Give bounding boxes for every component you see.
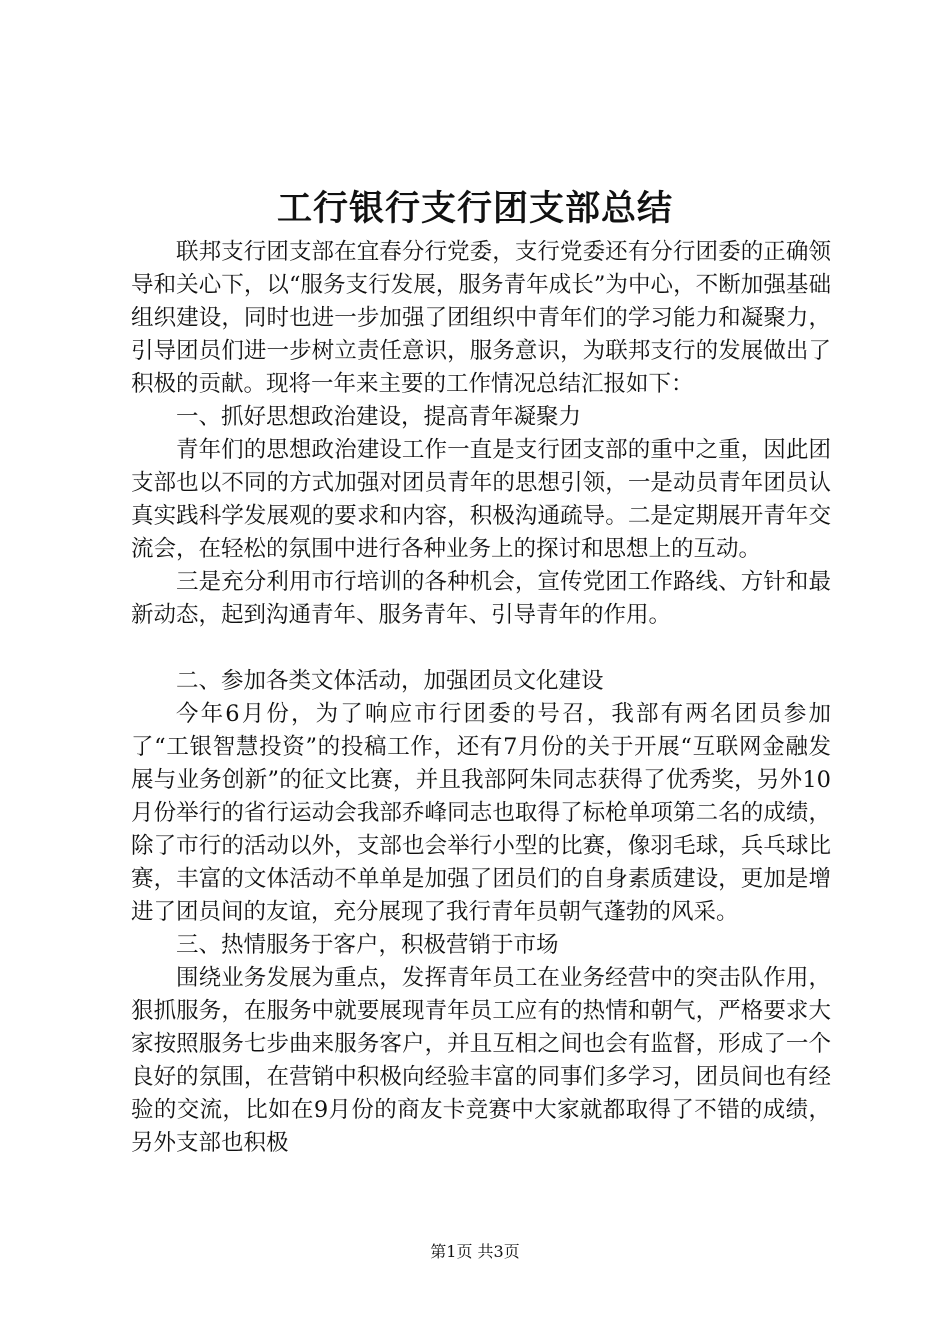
paragraph-intro: 联邦支行团支部在宜春分行党委，支行党委还有分行团委的正确领导和关心下，以“服务支行发展，服务青年成长”为中心，不断加强基础组织建设，同时也进一步加强了团组织中青年们的学习能力和凝聚力，引导团员们进一步树立责任意识，服务意识，为联邦支行的发展做出了积极的贡献。现将一年来主要的工作情况总结汇报如下： xyxy=(131,239,831,397)
paragraph-section-3: 围绕业务发展为重点，发挥青年员工在业务经营中的突击队作用，狠抓服务，在服务中就要展现青年员工应有的热情和朝气，严格要求大家按照服务七步曲来服务客户，并且互相之间也会有监督，形成了一个良好的氛围，在营销中积极向经验丰富的同事们多学习，团员间也有经验的交流，比如在9月份的商友卡竞赛中大家就都取得了不错的成绩，另外支部也积极 xyxy=(131,965,831,1156)
paragraph-section-2: 今年6月份，为了响应市行团委的号召，我部有两名团员参加了“工银智慧投资”的投稿工作，还有7月份的关于开展“互联网金融发展与业务创新”的征文比赛，并且我部阿朱同志获得了优秀奖，另外10月份举行的省行运动会我部乔峰同志也取得了标枪单项第二名的成绩，除了市行的活动以外，支部也会举行小型的比赛，像羽毛球，兵乓球比赛，丰富的文体活动不单单是加强了团员们的自身素质建设，更加是增进了团员间的友谊，充分展现了我行青年员朝气蓬勃的风采。 xyxy=(131,701,831,925)
paragraph-section-1-continued: 三是充分利用市行培训的各种机会，宣传党团工作路线、方针和最新动态，起到沟通青年、服务青年、引导青年的作用。 xyxy=(131,569,831,628)
page-footer: 第1页 共3页 xyxy=(430,1242,520,1261)
section-heading-1: 一、抓好思想政治建设，提高青年凝聚力 xyxy=(176,404,582,430)
blank-line xyxy=(131,632,831,665)
paragraph-section-1: 青年们的思想政治建设工作一直是支行团支部的重中之重，因此团支部也以不同的方式加强对团员青年的思想引领，一是动员青年团员认真实践科学发展观的要求和内容，积极沟通疏导。二是定期展开青年交流会，在轻松的氛围中进行各种业务上的探讨和思想上的互动。 xyxy=(131,437,831,562)
section-heading-3: 三、热情服务于客户，积极营销于市场 xyxy=(176,932,559,958)
document-title: 工行银行支行团支部总结 xyxy=(276,188,673,229)
document-body xyxy=(131,236,831,1160)
section-heading-2: 二、参加各类文体活动，加强团员文化建设 xyxy=(176,668,604,694)
